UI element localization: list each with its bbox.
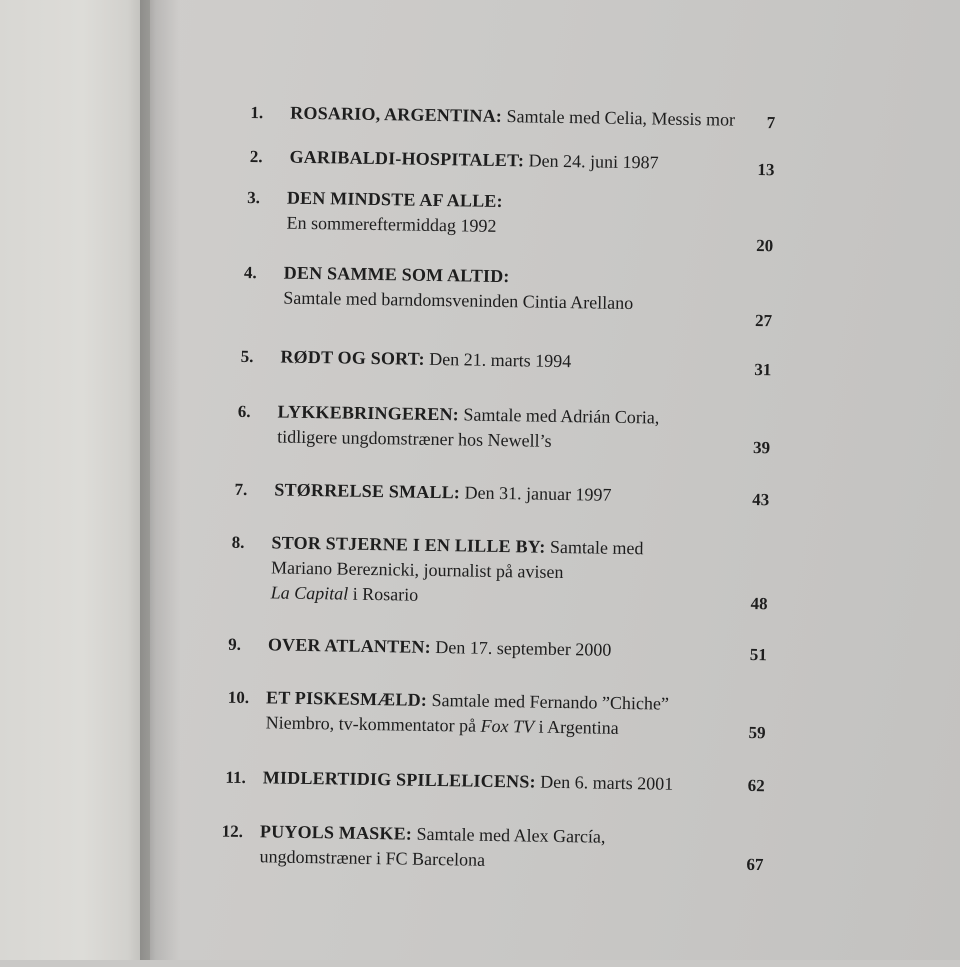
entry-page-number: 39	[752, 437, 771, 458]
entry-number: 4.	[243, 262, 257, 283]
toc-entry-5	[2, 340, 960, 380]
toc-entry-12	[0, 815, 954, 875]
entry-heading: LYKKEBRINGEREN:	[277, 401, 460, 425]
entry-heading: MIDLERTIDIG SPILLELICENS:	[262, 767, 536, 792]
toc-entry-3	[4, 181, 960, 256]
entry-heading: ET PISKESMÆLD:	[265, 687, 428, 710]
entry-text: Samtale med Adrián Coria,	[458, 404, 660, 428]
toc-entry-9	[0, 628, 957, 665]
entry-heading: STØRRELSE SMALL:	[274, 479, 461, 503]
entry-text: Den 24. juni 1987	[523, 150, 659, 173]
entry-heading: STOR STJERNE I EN LILLE BY:	[271, 532, 546, 557]
entry-page-number: 48	[750, 593, 768, 614]
toc-entry-4	[3, 256, 960, 331]
entry-text: Samtale med barndomsveninden Cintia Arellano	[283, 287, 634, 314]
toc-entry-1	[5, 96, 960, 133]
entry-heading: DEN SAMME SOM ALTID:	[283, 262, 510, 287]
entry-heading: ROSARIO, ARGENTINA:	[290, 102, 503, 126]
entry-number: 5.	[240, 346, 254, 367]
entry-text-line-2: ungdomstræner i FC Barcelona	[259, 846, 486, 870]
entry-text: Den 31. januar 1997	[459, 482, 612, 505]
entry-text: Den 17. september 2000	[430, 636, 612, 660]
entry-page-number: 20	[756, 236, 774, 256]
entry-heading: DEN MINDSTE AF ALLE:	[286, 187, 503, 212]
entry-text-line-2: Niembro, tv-kommentator på Fox TV i Argentina	[265, 712, 619, 738]
entry-heading: OVER ATLANTEN:	[267, 634, 432, 657]
entry-number: 1.	[250, 103, 264, 123]
entry-number: 10.	[227, 687, 250, 708]
entry-page-number: 13	[757, 160, 775, 180]
entry-text: En sommereftermiddag 1992	[286, 212, 497, 236]
newspaper-title: La Capital	[270, 582, 349, 604]
entry-number: 9.	[228, 634, 242, 654]
entry-page-number: 51	[749, 644, 767, 665]
entry-text: Den 21. marts 1994	[424, 348, 572, 372]
entry-text-line-3: La Capital i Rosario	[270, 582, 419, 605]
entry-text-line-2: Mariano Bereznicki, journalist på avisen	[270, 557, 564, 583]
toc-entry-6	[1, 395, 960, 458]
entry-page-number: 43	[752, 489, 770, 510]
entry-heading: PUYOLS MASKE:	[259, 821, 413, 844]
toc-entry-7	[0, 473, 959, 510]
channel-title: Fox TV	[480, 715, 535, 737]
entry-number: 11.	[225, 767, 246, 788]
entry-number: 8.	[231, 532, 245, 552]
entry-page-number: 7	[766, 113, 776, 133]
entry-page-number: 31	[754, 359, 772, 380]
entry-number: 6.	[237, 401, 251, 422]
entry-heading: RØDT OG SORT:	[280, 346, 425, 369]
entry-number: 7.	[234, 479, 248, 500]
entry-text: Samtale med	[545, 536, 644, 559]
toc-entry-10	[0, 681, 956, 743]
entry-text-line-2: tidligere ungdomstræner hos Newell’s	[277, 426, 552, 451]
entry-number: 2.	[249, 147, 263, 167]
entry-number: 12.	[221, 821, 244, 842]
entry-text: Samtale med Alex García,	[411, 823, 606, 847]
entry-page-number: 27	[754, 310, 773, 331]
entry-text: Samtale med Fernando ”Chiche”	[426, 689, 670, 714]
entry-text: Samtale med Celia, Messis mor	[501, 105, 736, 130]
toc-entry-8	[0, 526, 959, 614]
entry-number: 3.	[247, 187, 261, 208]
entry-page-number: 62	[747, 775, 765, 796]
toc-entry-2	[5, 140, 960, 180]
toc-entry-11	[0, 761, 955, 796]
entry-page-number: 59	[748, 722, 766, 743]
entry-text: Den 6. marts 2001	[535, 771, 674, 794]
entry-heading: GARIBALDI-HOSPITALET:	[289, 146, 525, 171]
entry-page-number: 67	[746, 854, 764, 875]
